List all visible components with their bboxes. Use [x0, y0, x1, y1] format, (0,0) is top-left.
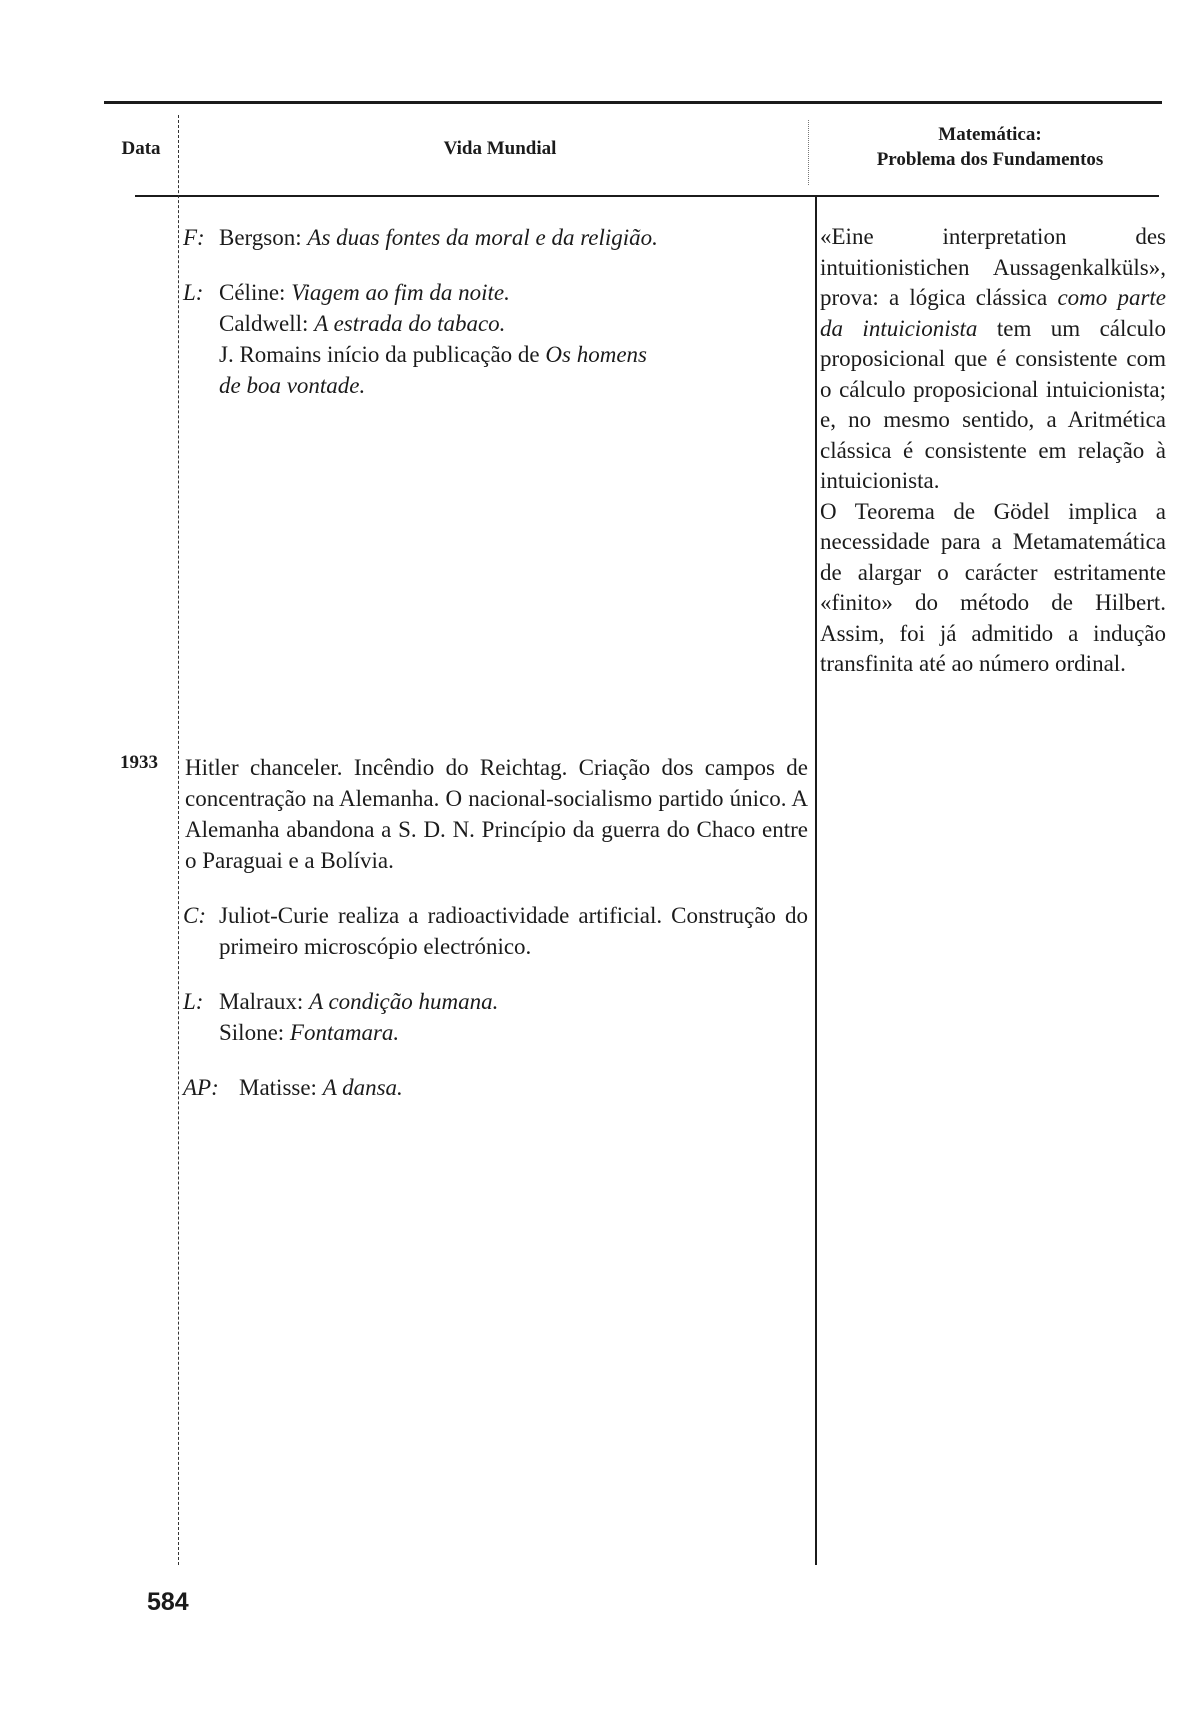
math-p1-italic: como parte da intuicionista	[820, 285, 1166, 341]
entry-literatura-1933	[183, 986, 808, 1048]
title-romains-b: de boa vontade.	[219, 373, 366, 398]
title-celine: Viagem ao fim da noite.	[291, 280, 510, 305]
top-rule	[104, 101, 1162, 104]
events-1933: Hitler chanceler. Incêndio do Reichtag. Criação dos campos de concentração na Alemanha. O nacional-socialismo partido único. A Alemanha abandona a S. D. N. Princípio da guerra do Chaco entre o Paraguai e a Bolívia.	[185, 755, 808, 873]
label-l-1933: L:	[183, 989, 204, 1014]
column-divider-right	[815, 195, 817, 1565]
entry-celine	[219, 277, 808, 308]
year-1933: 1933	[120, 752, 158, 773]
header-data: Data	[121, 138, 161, 159]
entry-ciencia	[183, 900, 808, 962]
author-silone: Silone:	[219, 1020, 290, 1045]
text-curie: Juliot-Curie realiza a radioactividade artificial. Construção do primeiro microscópio electrónico.	[219, 903, 808, 959]
title-silone: Fontamara.	[289, 1020, 400, 1045]
author-caldwell: Caldwell:	[219, 311, 315, 336]
entry-literatura	[183, 277, 808, 401]
vida-block-1933	[183, 752, 808, 1103]
entry-filosofia	[183, 222, 808, 253]
author-bergson: Bergson:	[219, 225, 308, 250]
author-celine: Céline:	[219, 280, 292, 305]
header-matematica-line2: Problema dos Fundamentos	[876, 149, 1104, 170]
label-l: L:	[183, 280, 204, 305]
header-matematica	[830, 122, 1150, 172]
title-romains-a: Os homens	[545, 342, 647, 367]
entry-artes-plasticas	[183, 1072, 808, 1103]
title-caldwell: A estrada do tabaco.	[314, 311, 506, 336]
page-number: 584	[147, 1588, 189, 1616]
label-ap: AP:	[183, 1075, 219, 1100]
math-paragraph-2: O Teorema de Gödel implica a necessidade para a Metamatemática de alargar o carácter estritamente «finito» do método de Hilbert. Assim, foi já admitido a indução transfinita até ao número ordinal.	[820, 498, 1166, 676]
header-vida-mundial: Vida Mundial	[443, 138, 557, 159]
entry-romains-cont	[219, 370, 808, 401]
label-c: C:	[183, 903, 206, 928]
vida-block-1	[183, 222, 808, 401]
entry-silone	[219, 1017, 808, 1048]
entry-bergson	[219, 222, 808, 253]
entry-malraux	[219, 986, 808, 1017]
entry-romains	[219, 339, 808, 370]
math-p1-b: tem um cálculo proposicional que é consistente com o cálculo proposicional intuicionista; e, no mesmo sentido, a Aritmética clássica é consistente em relação à intuicionista.	[820, 315, 1166, 493]
header-rule	[135, 195, 1159, 197]
math-p1-a: «Eine interpretation des intuitionistichen Aussagenkalküls», prova: a lógica clássica	[820, 224, 1166, 310]
column-divider-left	[178, 115, 179, 1565]
text-romains: J. Romains início da publicação de	[219, 342, 546, 367]
entry-caldwell	[219, 308, 808, 339]
label-f: F:	[183, 225, 205, 250]
math-paragraph-1	[820, 222, 1166, 497]
matematica-column	[820, 222, 1166, 680]
title-matisse: A dansa.	[322, 1075, 403, 1100]
column-divider-header	[808, 120, 809, 185]
title-bergson: As duas fontes da moral e da religião.	[307, 225, 658, 250]
author-matisse: Matisse:	[239, 1075, 323, 1100]
title-malraux: A condição humana.	[309, 989, 499, 1014]
entry-matisse	[239, 1072, 808, 1103]
header-matematica-line1: Matemática:	[938, 124, 1042, 145]
author-malraux: Malraux:	[219, 989, 310, 1014]
